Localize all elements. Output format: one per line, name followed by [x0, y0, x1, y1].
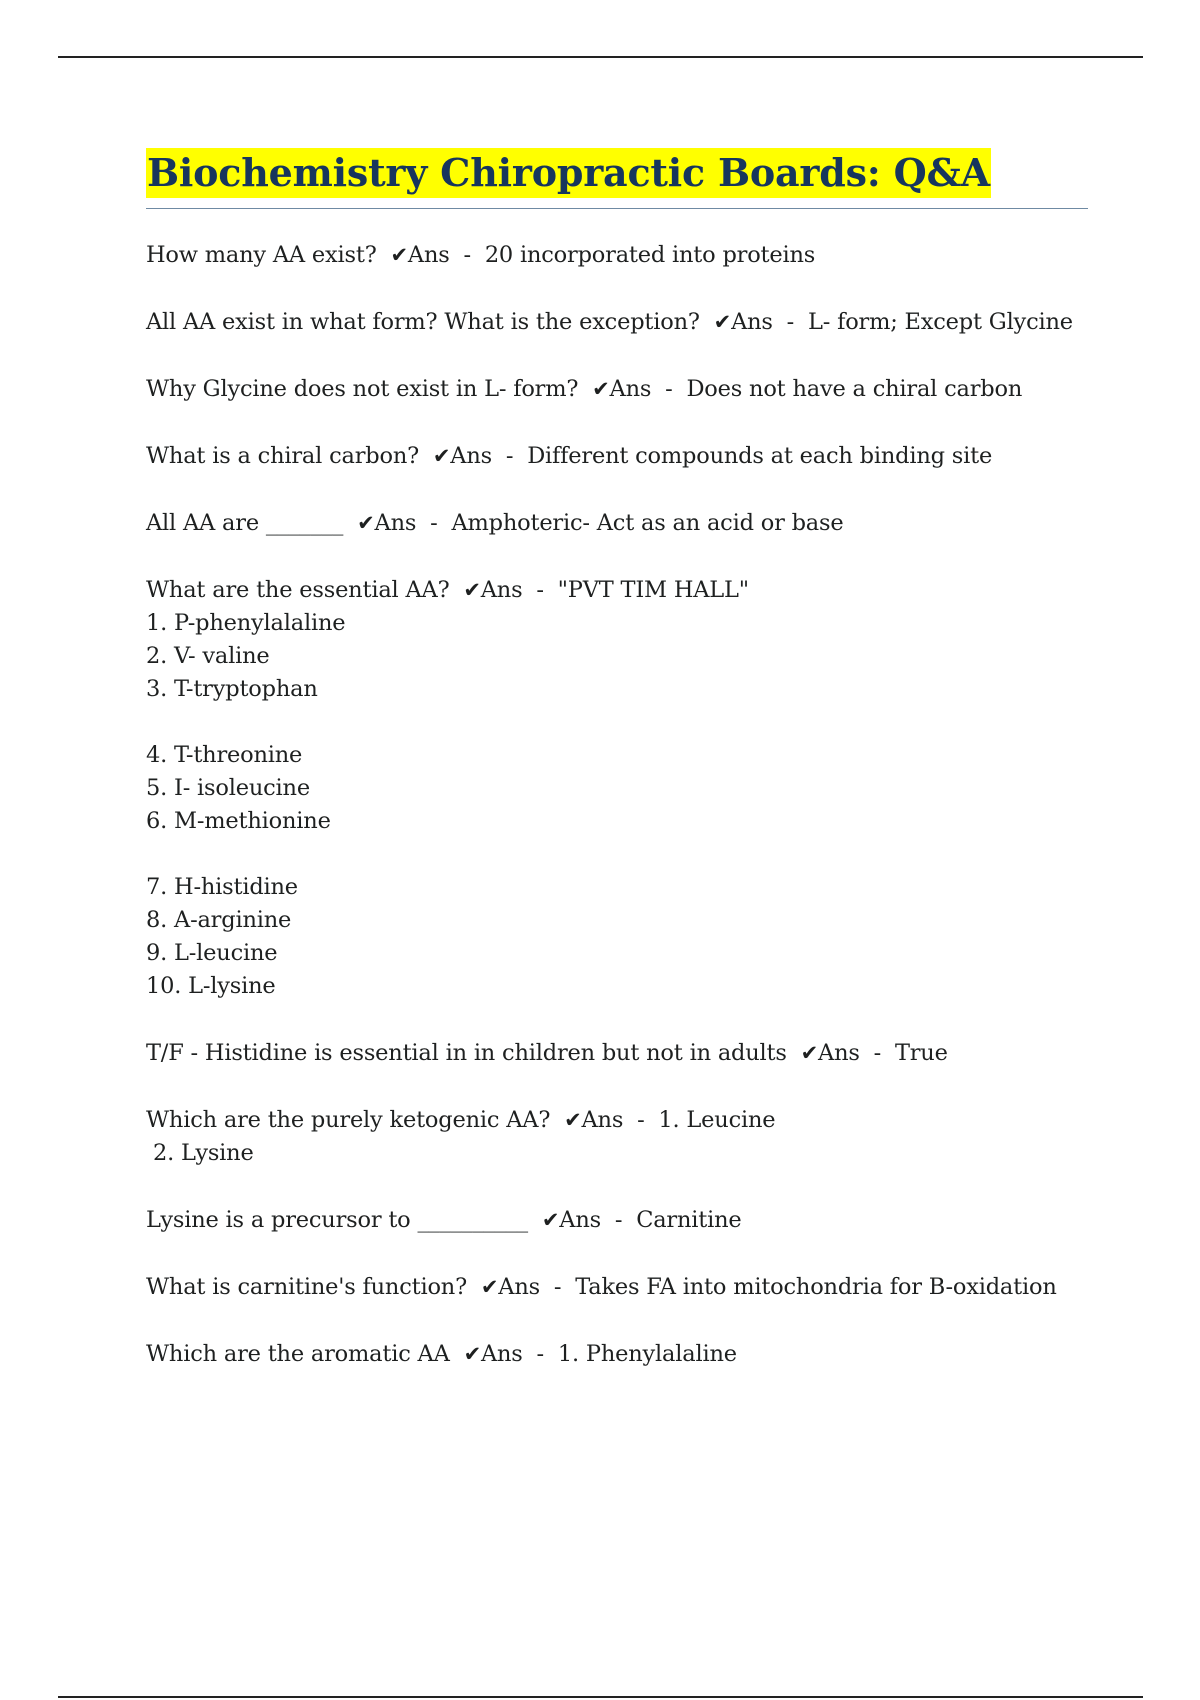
list-group [146, 607, 1088, 706]
answer-label: Ans - [581, 1107, 659, 1133]
question-text: T/F - Histidine is essential in in children but not in adults [146, 1040, 801, 1066]
question-text: What is a chiral carbon? [146, 443, 433, 469]
answer-text: Takes FA into mitochondria for B-oxidation [575, 1274, 1057, 1300]
answer-text: Different compounds at each binding site [527, 443, 993, 469]
list-item: 2. Lysine [146, 1140, 254, 1166]
title-underline [146, 148, 1088, 209]
qa-item [146, 1037, 1088, 1070]
qa-item [146, 1104, 1088, 1170]
answer-label: Ans - [731, 309, 808, 335]
checkmark-icon: ✔ [592, 377, 610, 401]
question-text: Lysine is a precursor to __________ [146, 1207, 542, 1233]
qa-item [146, 1338, 1088, 1371]
checkmark-icon: ✔ [480, 1275, 499, 1299]
list-item: 8. A-arginine [146, 907, 292, 933]
qa-item [146, 373, 1088, 406]
list-item: 4. T-threonine [146, 742, 303, 768]
document-body [146, 148, 1088, 1405]
answer-text: Carnitine [636, 1207, 742, 1233]
footer-rule [58, 1696, 1143, 1698]
checkmark-icon: ✔ [390, 243, 408, 267]
qa-item [146, 1204, 1088, 1237]
checkmark-icon: ✔ [432, 444, 451, 468]
list-item: 2. V- valine [146, 643, 270, 669]
question-text: Which are the aromatic AA [146, 1341, 464, 1367]
list-item: 5. I- isoleucine [146, 775, 310, 801]
checkmark-icon: ✔ [564, 1108, 582, 1132]
qa-item [146, 574, 1088, 1003]
header-rule [58, 56, 1143, 58]
checkmark-icon: ✔ [463, 578, 481, 602]
answer-label: Ans - [374, 510, 452, 536]
question-text: All AA exist in what form? What is the exception? [146, 309, 714, 335]
answer-text: L- form; Except Glycine [807, 309, 1073, 335]
answer-label: Ans - [450, 443, 528, 469]
answer-text: 1. Leucine [658, 1107, 776, 1133]
answer-text: Does not have a chiral carbon [686, 376, 1023, 402]
list-item: 6. M-methionine [146, 808, 331, 834]
qa-item [146, 1271, 1088, 1304]
question-text: What are the essential AA? [146, 577, 464, 603]
question-text: Which are the purely ketogenic AA? [146, 1107, 565, 1133]
page-title: Biochemistry Chiropractic Boards: Q&A [146, 148, 991, 198]
list-group [146, 739, 1088, 838]
checkmark-icon: ✔ [541, 1208, 560, 1232]
answer-label: Ans - [480, 577, 558, 603]
answer-label: Ans - [480, 1341, 558, 1367]
question-text: Why Glycine does not exist in L- form? [146, 376, 593, 402]
answer-label: Ans - [498, 1274, 576, 1300]
answer-label: Ans - [818, 1040, 895, 1066]
answer-text: True [894, 1040, 948, 1066]
question-text: How many AA exist? [146, 242, 391, 268]
qa-item [146, 306, 1088, 339]
answer-label: Ans - [559, 1207, 637, 1233]
answer-label: Ans - [407, 242, 485, 268]
list-group [146, 871, 1088, 1003]
checkmark-icon: ✔ [463, 1342, 481, 1366]
answer-text: 20 incorporated into proteins [484, 242, 816, 268]
list-item: 9. L-leucine [146, 940, 278, 966]
checkmark-icon: ✔ [800, 1041, 819, 1065]
qa-item [146, 239, 1088, 272]
list-item: 1. P-phenylalaline [146, 610, 346, 636]
answer-text: 1. Phenylalaline [557, 1341, 737, 1367]
qa-item [146, 507, 1088, 540]
question-text: What is carnitine's function? [146, 1274, 481, 1300]
list-item: 3. T-tryptophan [146, 676, 318, 702]
checkmark-icon: ✔ [357, 511, 375, 535]
list-item: 10. L-lysine [146, 973, 276, 999]
qa-item [146, 440, 1088, 473]
question-text: All AA are _______ [146, 510, 358, 536]
checkmark-icon: ✔ [713, 310, 732, 334]
answer-label: Ans - [609, 376, 687, 402]
list-item: 7. H-histidine [146, 874, 298, 900]
answer-text: "PVT TIM HALL" [557, 577, 749, 603]
answer-text: Amphoteric- Act as an acid or base [451, 510, 844, 536]
